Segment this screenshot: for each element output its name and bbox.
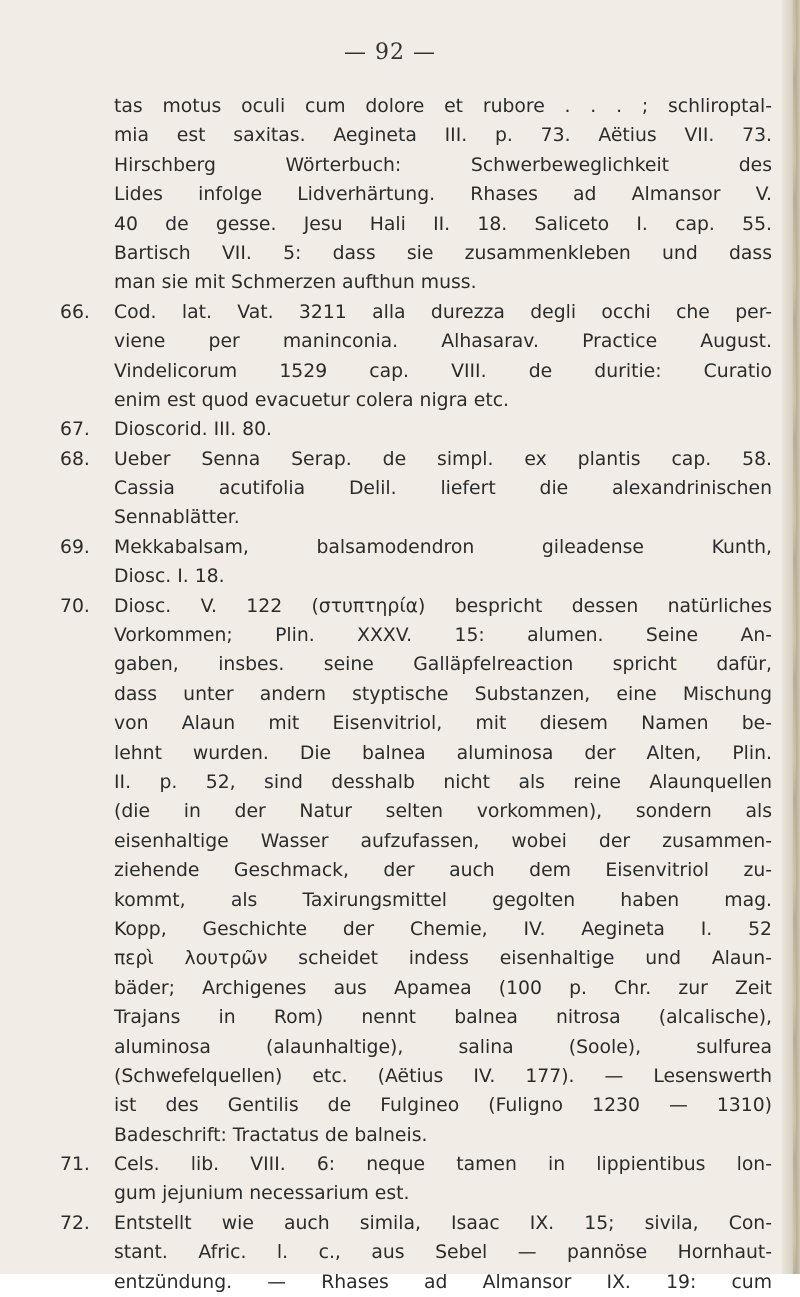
line-text: περὶ λουτρῶν scheidet indess eisenhaltige und Alaun- <box>114 948 772 970</box>
line-text: eisenhaltige Wasser aufzufassen, wobei der zusammen- <box>114 830 772 852</box>
line-text: Lides infolge Lidverhärtung. Rhases ad Almansor V. <box>114 184 772 206</box>
text-line <box>60 298 772 327</box>
line-text: ist des Gentilis de Fulgineo (Fuligno 1230 — 1310) <box>114 1095 772 1117</box>
text-line <box>60 1238 772 1267</box>
text-line <box>60 1179 772 1208</box>
text-line <box>60 151 772 180</box>
line-text: Diosc. V. 122 (στυπτηρία) bespricht dessen natürliches <box>114 595 772 617</box>
text-line <box>60 180 772 209</box>
text-line <box>60 268 772 297</box>
page-edge-stripe <box>793 0 796 1274</box>
text-line <box>60 474 772 503</box>
text-line <box>60 1209 772 1238</box>
line-text: Dioscorid. III. 80. <box>114 419 272 441</box>
text-line <box>60 1121 772 1150</box>
footnote-text-block <box>60 92 772 1297</box>
footnote-number: 69. <box>60 536 90 558</box>
text-line <box>60 445 772 474</box>
line-text: stant. Afric. l. c., aus Sebel — pannöse Hornhaut- <box>114 1242 772 1264</box>
text-line <box>60 1091 772 1120</box>
line-text: (die in der Natur selten vorkommen), sondern als <box>114 801 772 823</box>
text-line <box>60 650 772 679</box>
text-line <box>60 709 772 738</box>
line-text: kommt, als Taxirungsmittel gegolten haben mag. <box>114 889 772 911</box>
line-text: Badeschrift: Tractatus de balneis. <box>114 1124 428 1146</box>
line-text: gum jejunium necessarium est. <box>114 1183 410 1205</box>
text-line <box>60 1062 772 1091</box>
text-line <box>60 1150 772 1179</box>
text-line <box>60 562 772 591</box>
footnote-number: 71. <box>60 1154 90 1176</box>
line-text: Cels. lib. VIII. 6: neque tamen in lippientibus lon- <box>114 1154 772 1176</box>
line-text: Mekkabalsam, balsamodendron gileadense Kunth, <box>114 536 772 558</box>
text-line <box>60 592 772 621</box>
page-edge <box>782 0 800 1274</box>
line-text: Kopp, Geschichte der Chemie, IV. Aegineta I. 52 <box>114 918 772 940</box>
line-text: aluminosa (alaunhaltige), salina (Soole), sulfurea <box>114 1036 772 1058</box>
text-line <box>60 915 772 944</box>
line-text: man sie mit Schmerzen aufthun muss. <box>114 272 477 294</box>
footnote-number: 66. <box>60 301 90 323</box>
text-line <box>60 239 772 268</box>
line-text: (Schwefelquellen) etc. (Aëtius IV. 177). — Lesenswerth <box>114 1065 772 1087</box>
text-line <box>60 503 772 532</box>
line-text: Bartisch VII. 5: dass sie zusammenkleben und dass <box>114 242 772 264</box>
line-text: mia est saxitas. Aegineta III. p. 73. Aëtius VII. 73. <box>114 125 772 147</box>
line-text: Ueber Senna Serap. de simpl. ex plantis cap. 58. <box>114 448 772 470</box>
line-text: enim est quod evacuetur colera nigra etc. <box>114 389 509 411</box>
line-text: ziehende Geschmack, der auch dem Eisenvitriol zu- <box>114 860 772 882</box>
text-line <box>60 886 772 915</box>
line-text: II. p. 52, sind desshalb nicht als reine Alaunquellen <box>114 771 772 793</box>
text-line <box>60 768 772 797</box>
footnote-number: 72. <box>60 1212 90 1234</box>
line-text: entzündung. — Rhases ad Almansor IX. 19: cum <box>114 1271 772 1293</box>
text-line <box>60 327 772 356</box>
line-text: bäder; Archigenes aus Apamea (100 p. Chr. zur Zeit <box>114 977 772 999</box>
text-line <box>60 856 772 885</box>
text-line <box>60 533 772 562</box>
text-line <box>60 1268 772 1297</box>
text-line <box>60 1033 772 1062</box>
line-text: Vorkommen; Plin. XXXV. 15: alumen. Seine An- <box>114 625 772 647</box>
text-line <box>60 92 772 121</box>
text-line <box>60 210 772 239</box>
line-text: von Alaun mit Eisenvitriol, mit diesem Namen be- <box>114 713 772 735</box>
text-line <box>60 797 772 826</box>
line-text: 40 de gesse. Jesu Hali II. 18. Saliceto I. cap. 55. <box>114 213 772 235</box>
text-line <box>60 386 772 415</box>
line-text: dass unter andern styptische Substanzen, eine Mischung <box>114 683 772 705</box>
text-line <box>60 1003 772 1032</box>
text-line <box>60 944 772 973</box>
text-line <box>60 974 772 1003</box>
line-text: Hirschberg Wörterbuch: Schwerbeweglichkeit des <box>114 154 772 176</box>
line-text: tas motus oculi cum dolore et rubore . . . ; schliroptal- <box>114 96 772 117</box>
line-text: Cassia acutifolia Delil. liefert die alexandrinischen <box>114 478 772 500</box>
text-line <box>60 739 772 768</box>
text-line <box>60 357 772 386</box>
text-line <box>60 121 772 150</box>
line-text: Trajans in Rom) nennt balnea nitrosa (alcalische), <box>114 1007 772 1029</box>
line-text: Cod. lat. Vat. 3211 alla durezza degli occhi che per- <box>114 301 772 323</box>
text-line <box>60 415 772 444</box>
line-text: Vindelicorum 1529 cap. VIII. de duritie: Curatio <box>114 360 772 382</box>
footnote-number: 70. <box>60 595 90 617</box>
footnote-number: 68. <box>60 448 90 470</box>
footnote-number: 67. <box>60 419 90 441</box>
text-line <box>60 680 772 709</box>
page-number: — 92 — <box>344 40 436 65</box>
line-text: Sennablätter. <box>114 507 240 529</box>
line-text: lehnt wurden. Die balnea aluminosa der Alten, Plin. <box>114 742 772 764</box>
line-text: Entstellt wie auch simila, Isaac IX. 15; sivila, Con- <box>114 1212 772 1234</box>
text-line <box>60 827 772 856</box>
line-text: viene per maninconia. Alhasarav. Practice August. <box>114 331 772 353</box>
line-text: Diosc. I. 18. <box>114 566 225 588</box>
text-line <box>60 621 772 650</box>
line-text: gaben, insbes. seine Galläpfelreaction spricht dafür, <box>114 654 772 676</box>
